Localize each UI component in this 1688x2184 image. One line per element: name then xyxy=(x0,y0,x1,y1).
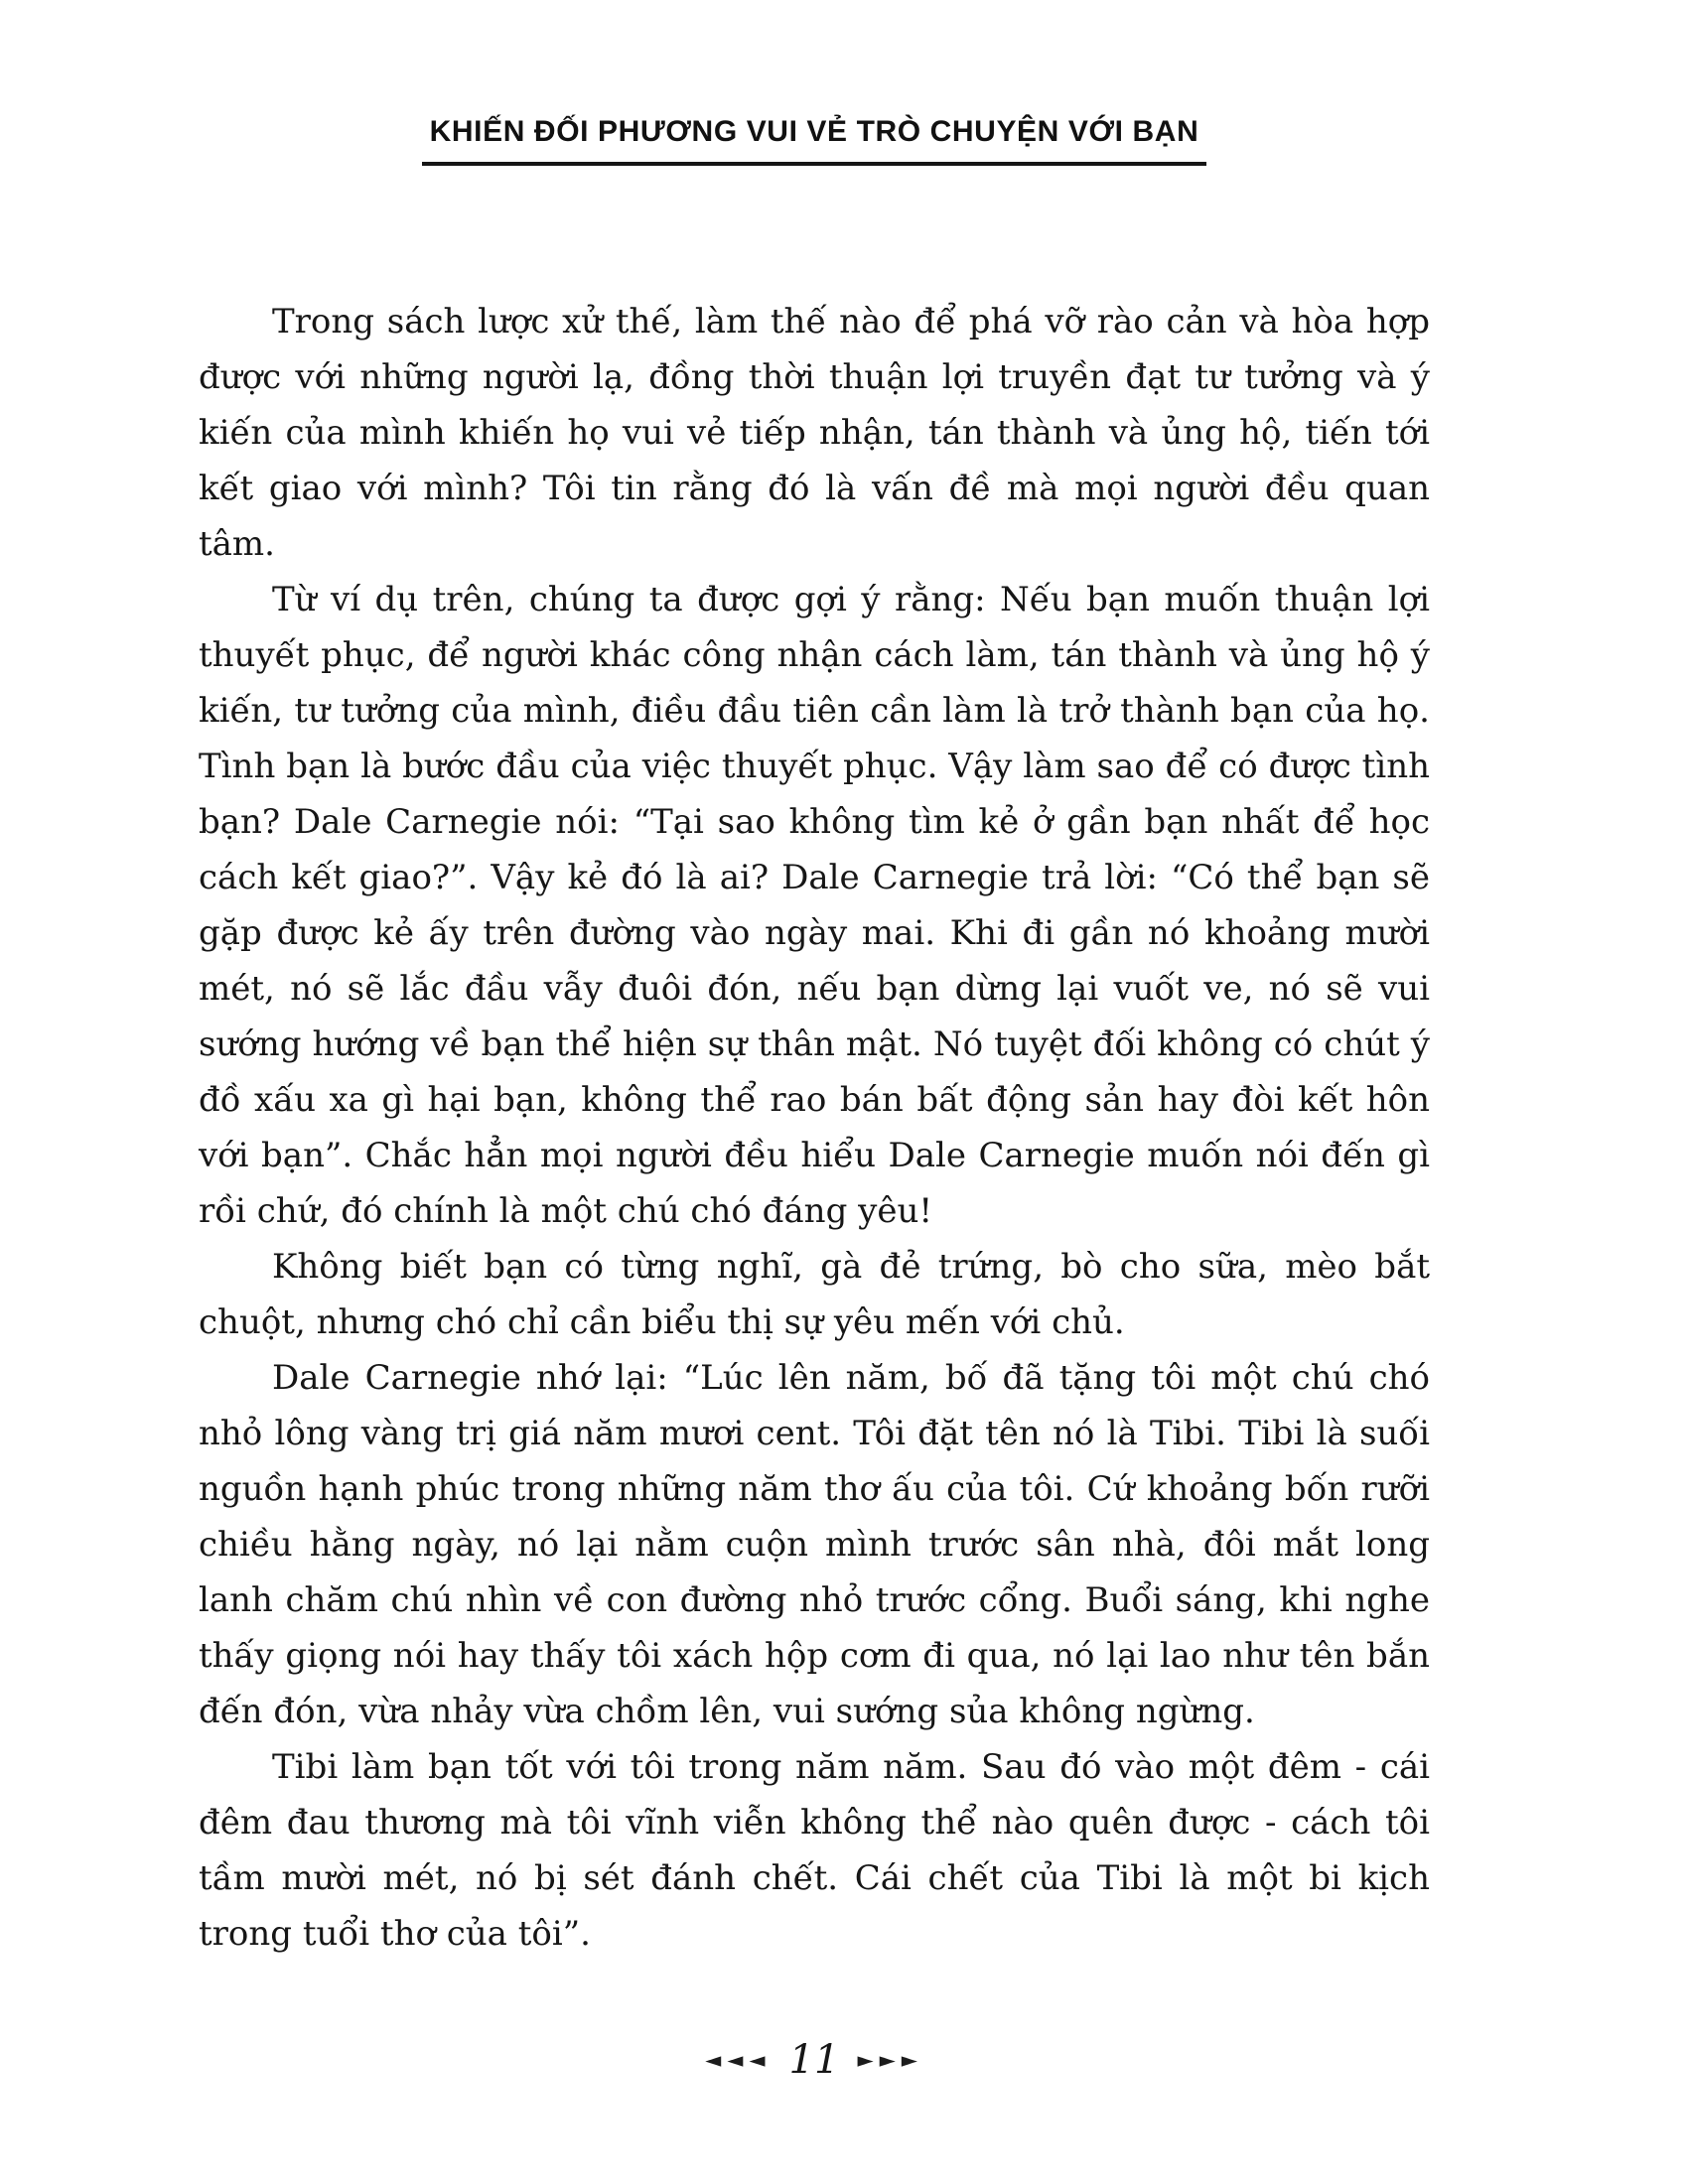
paragraph-1: Trong sách lược xử thế, làm thế nào để phá vỡ rào cản và hòa hợp được với những người lạ, đồng thời thuận lợi truyền đạt tư tưởng và ý kiến của mình khiến họ vui vẻ tiếp nhận, tán thành và ủng hộ, tiến tới kết giao với mình? Tôi tin rằng đó là vấn đề mà mọi người đều quan tâm. xyxy=(199,302,1430,564)
page-number: 11 xyxy=(788,2037,840,2083)
page-body xyxy=(199,294,1430,1962)
paragraph-5: Tibi làm bạn tốt với tôi trong năm năm. Sau đó vào một đêm - cái đêm đau thương mà tôi vĩnh viễn không thể nào quên được - cách tôi tầm mười mét, nó bị sét đánh chết. Cái chết của Tibi là một bi kịch trong tuổi thơ của tôi”. xyxy=(199,1747,1430,1954)
left-arrows-icon: ◄◄◄ xyxy=(705,2048,772,2072)
paragraph-2: Từ ví dụ trên, chúng ta được gợi ý rằng: Nếu bạn muốn thuận lợi thuyết phục, để người khác công nhận cách làm, tán thành và ủng hộ ý kiến, tư tưởng của mình, điều đầu tiên cần làm là trở thành bạn của họ. Tình bạn là bước đầu của việc thuyết phục. Vậy làm sao để có được tình bạn? Dale Carnegie nói: “Tại sao không tìm kẻ ở gần bạn nhất để học cách kết giao?”. Vậy kẻ đó là ai? Dale Carnegie trả lời: “Có thể bạn sẽ gặp được kẻ ấy trên đường vào ngày mai. Khi đi gần nó khoảng mười mét, nó sẽ lắc đầu vẫy đuôi đón, nếu bạn dừng lại vuốt ve, nó sẽ vui sướng hướng về bạn thể hiện sự thân mật. Nó tuyệt đối không có chút ý đồ xấu xa gì hại bạn, không thể rao bán bất động sản hay đòi kết hôn với bạn”. Chắc hẳn mọi người đều hiểu Dale Carnegie muốn nói đến gì rồi chứ, đó chính là một chú chó đáng yêu! xyxy=(199,580,1430,1231)
paragraph-3: Không biết bạn có từng nghĩ, gà đẻ trứng, bò cho sữa, mèo bắt chuột, nhưng chó chỉ cần biểu thị sự yêu mến với chủ. xyxy=(199,1247,1430,1342)
page-header xyxy=(199,95,1430,186)
running-header-title: KHIẾN ĐỐI PHƯƠNG VUI VẺ TRÒ CHUYỆN VỚI BẠN xyxy=(422,115,1207,166)
page-footer xyxy=(199,2037,1430,2083)
paragraph-4: Dale Carnegie nhớ lại: “Lúc lên năm, bố đã tặng tôi một chú chó nhỏ lông vàng trị giá năm mươi cent. Tôi đặt tên nó là Tibi. Tibi là suối nguồn hạnh phúc trong những năm thơ ấu của tôi. Cứ khoảng bốn rưỡi chiều hằng ngày, nó lại nằm cuộn mình trước sân nhà, đôi mắt long lanh chăm chú nhìn về con đường nhỏ trước cổng. Buổi sáng, khi nghe thấy giọng nói hay thấy tôi xách hộp cơm đi qua, nó lại lao như tên bắn đến đón, vừa nhảy vừa chồm lên, vui sướng sủa không ngừng. xyxy=(199,1358,1430,1731)
right-arrows-icon: ►►► xyxy=(857,2048,923,2072)
